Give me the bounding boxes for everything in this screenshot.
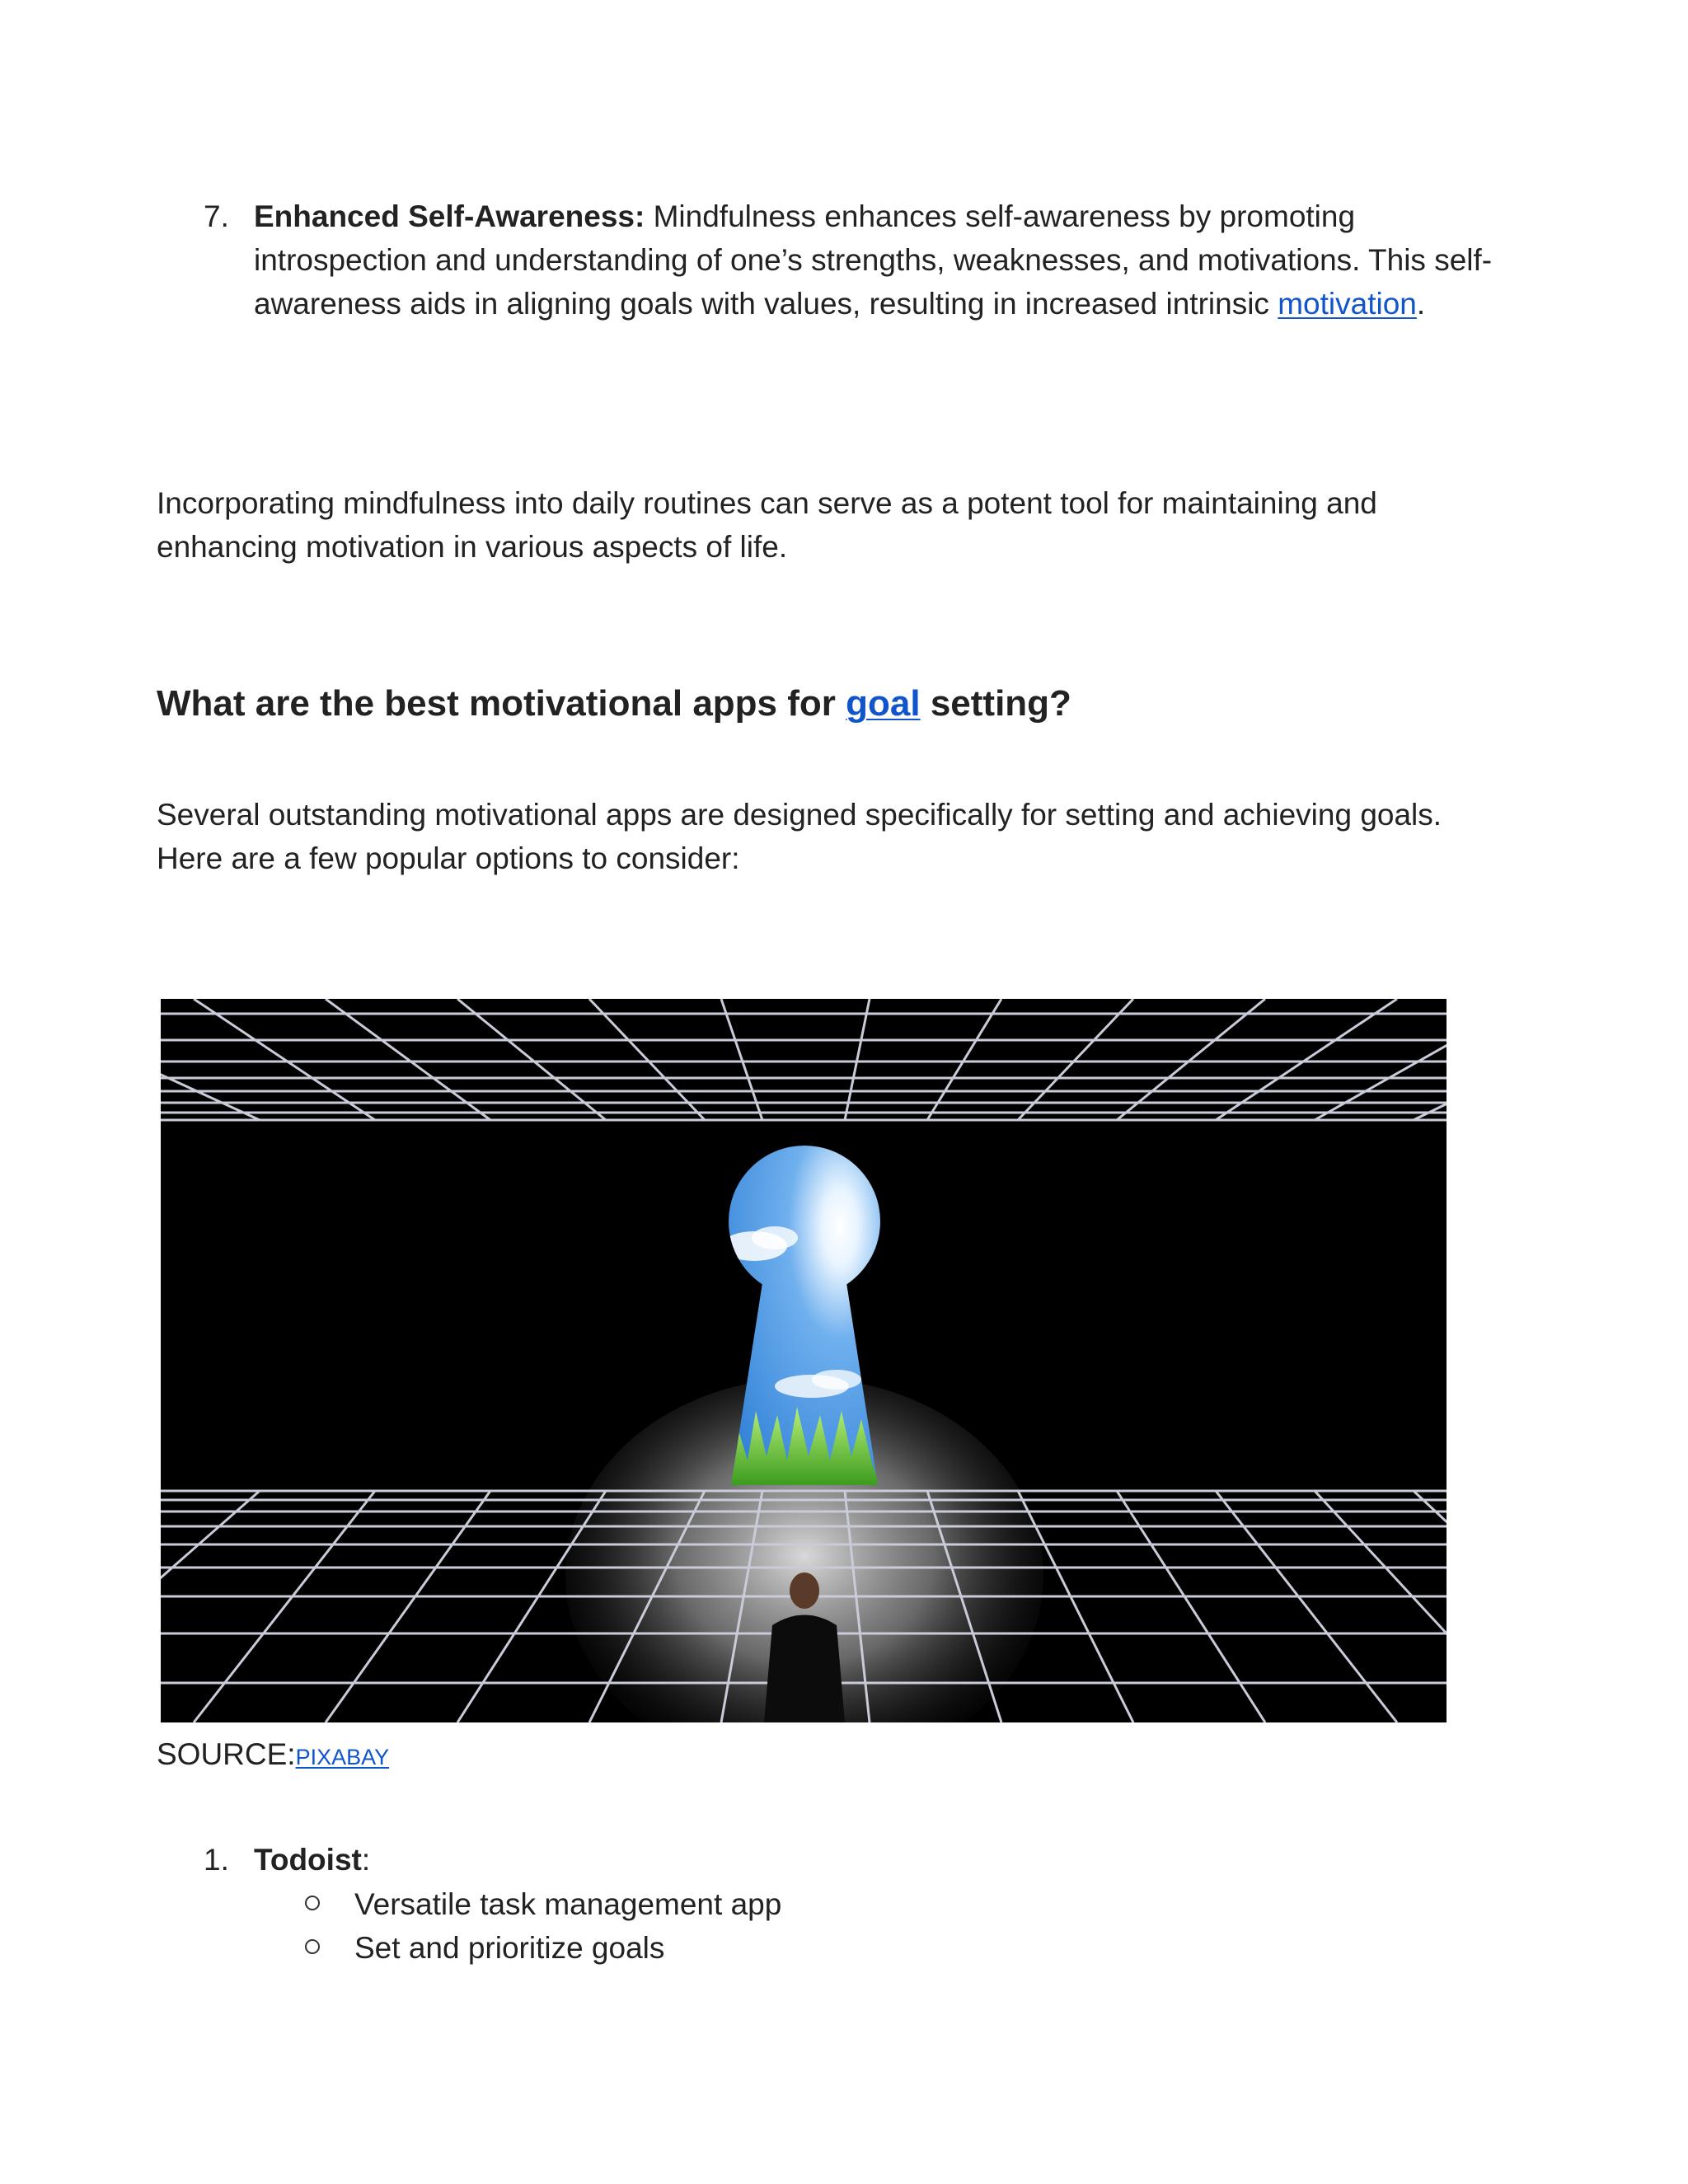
motivation-link[interactable]: motivation xyxy=(1278,287,1417,321)
list-number: 1. xyxy=(204,1843,229,1877)
image-source xyxy=(157,1734,389,1778)
hollow-bullet-icon xyxy=(305,1939,320,1954)
keyhole-illustration-svg xyxy=(161,999,1447,1722)
todoist-colon: : xyxy=(361,1843,371,1877)
list-item-text: Mindfulness enhances self-awareness by promoting introspection and understanding of one’s strengths, weaknesses, and motivations. This self-awareness aids in aligning goals with values, resulting in increased intrinsic xyxy=(254,199,1493,321)
apps-intro-paragraph: Several outstanding motivational apps are designed specifically for setting and achieving goals. Here are a few popular options to consider: xyxy=(157,798,1442,875)
goal-link[interactable]: goal xyxy=(846,683,921,724)
sub-list-item-text: Versatile task management app xyxy=(354,1887,782,1921)
list-item-body xyxy=(254,194,1515,326)
sub-list-item xyxy=(305,1882,1376,1926)
todoist-name: Todoist xyxy=(254,1843,362,1877)
sub-list-item xyxy=(305,1926,1376,1970)
list-number: 7. xyxy=(204,199,229,233)
sub-list-item-text: Set and prioritize goals xyxy=(354,1931,665,1965)
keyhole-illustration xyxy=(161,999,1447,1722)
source-label: SOURCE: xyxy=(157,1737,296,1771)
mindfulness-paragraph: Incorporating mindfulness into daily routines can serve as a potent tool for maintaining and enhancing motivation in various aspects of life. xyxy=(157,486,1377,564)
pixabay-link[interactable]: PIXABAY xyxy=(295,1745,390,1769)
hollow-bullet-icon xyxy=(305,1896,320,1910)
heading-text-after: setting? xyxy=(920,683,1071,724)
list-item-body xyxy=(254,1838,1515,1882)
list-item-period: . xyxy=(1416,287,1426,321)
list-item-bold-label: Enhanced Self-Awareness: xyxy=(254,199,645,233)
section-heading xyxy=(157,679,1508,729)
list-item-enhanced-self-awareness xyxy=(204,194,1514,369)
heading-text-before: What are the best motivational apps for xyxy=(157,683,846,724)
